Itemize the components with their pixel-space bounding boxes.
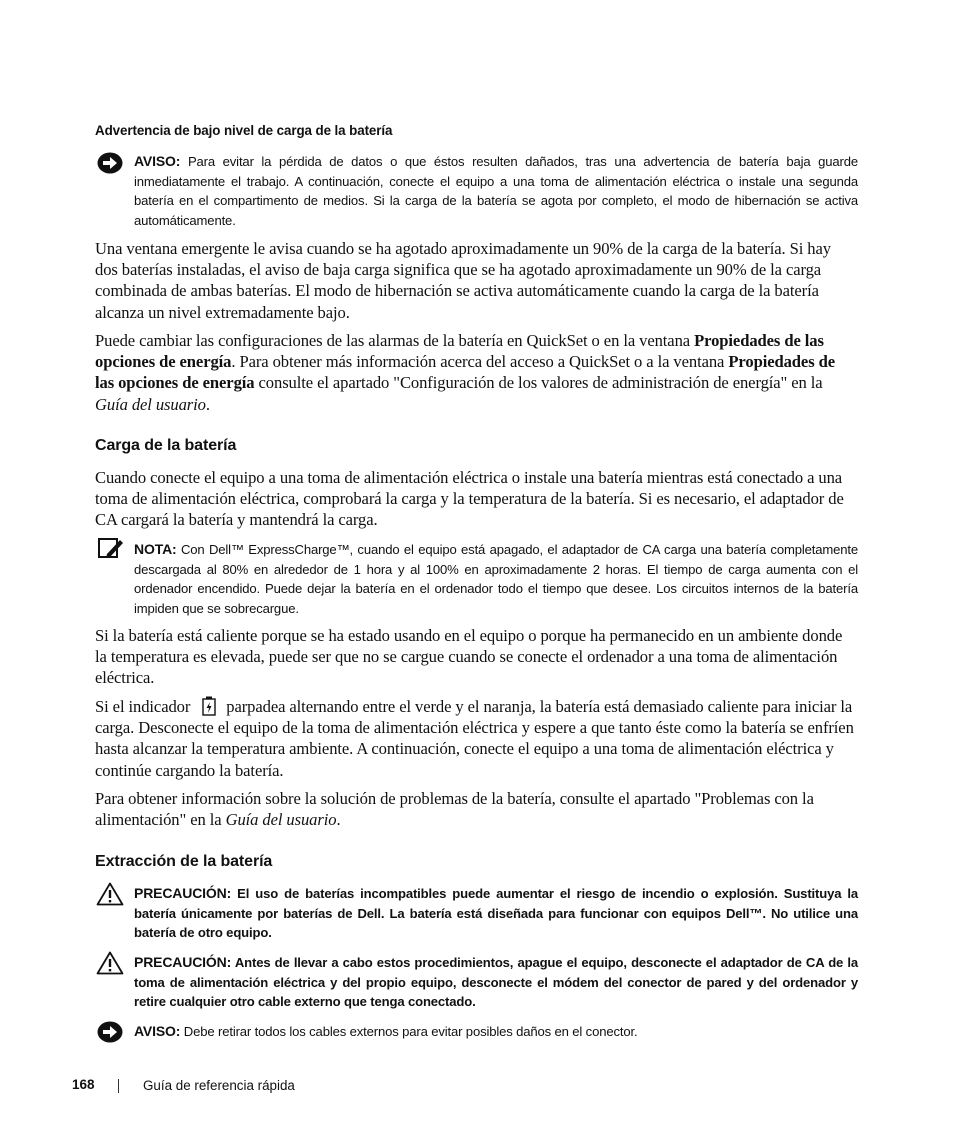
notice-text: Para evitar la pérdida de datos o que éstos resulten dañados, tras una advertencia de batería baja guarde inmediatamente el trabajo. A continuación, conecte el equipo a una toma de alimentación eléctrica o instale una segunda batería en el compartimento de medios. Si la carga de la batería se agota por completo, el modo de hibernación se activa automáticamente. (134, 154, 858, 229)
caution-icon (96, 951, 124, 975)
paragraph-indicator (95, 696, 857, 781)
section-title-low-battery: Advertencia de bajo nivel de carga de la batería (95, 123, 393, 138)
notice-low-battery (134, 152, 858, 231)
text: parpadea alternando entre el verde y el naranja, la batería está demasiado caliente para iniciar la carga. Desconecte el equipo de la toma de alimentación eléctrica y espere a que tanto éste como la batería se enfríen hasta alcanzar la temperatura ambiente. A continuación, conecte el equipo a una toma de alimentación eléctrica y continúe cargando la batería. (95, 697, 854, 780)
notice-icon (97, 152, 123, 174)
notice-label: AVISO: (134, 1023, 181, 1039)
paragraph-troubleshooting (95, 788, 857, 830)
footer-divider (118, 1079, 119, 1093)
text: . (205, 394, 210, 414)
text: . (336, 810, 341, 830)
caution-text: El uso de baterías incompatibles puede aumentar el riesgo de incendio o explosión. Sustituya la batería únicamente por baterías de Dell. La batería está diseñada para funcionar con equipos Dell™. No utilice una batería de otro equipo. (134, 886, 858, 941)
text: . Para obtener más información acerca del acceso a QuickSet o a la ventana (231, 352, 729, 372)
caution-text: Antes de llevar a cabo estos procedimientos, apague el equipo, desconecte el adaptador de CA de la toma de alimentación eléctrica y del propio equipo, desconecte el módem del conector de pared y del ordenador y retire cualquier otro cable externo que tenga conectado. (134, 955, 858, 1010)
caution-incompatible-battery (134, 884, 858, 943)
note-icon (98, 538, 124, 560)
caution-label: PRECAUCIÓN: (134, 885, 232, 901)
text: Si el indicador (95, 697, 191, 716)
book-title: Guía del usuario (225, 810, 337, 830)
page-number: 168 (72, 1077, 95, 1092)
ui-term: Propiedades de las opciones de energía (95, 331, 824, 372)
text: Para obtener información sobre la solución de problemas de la batería, consulte el apartado "Problemas con la alimentación" en la (95, 789, 814, 830)
footer-title: Guía de referencia rápida (143, 1078, 295, 1093)
paragraph-charging-intro: Cuando conecte el equipo a una toma de alimentación eléctrica o instale una batería mientras está conectado a una toma de alimentación eléctrica, comprobará la carga y la temperatura de la batería. Si es necesario, el adaptador de CA cargará la batería y mantendrá la carga. (95, 468, 844, 530)
book-title: Guía del usuario (95, 394, 206, 414)
notice-text: Debe retirar todos los cables externos para evitar posibles daños en el conector. (183, 1024, 638, 1039)
text: Puede cambiar las configuraciones de las alarmas de la batería en QuickSet o en la ventana (95, 331, 695, 350)
text: consulte el apartado "Configuración de los valores de administración de energía" en la (254, 373, 823, 393)
caution-label: PRECAUCIÓN: (134, 954, 232, 970)
notice-icon (97, 1021, 123, 1043)
note-expresscharge (134, 540, 858, 619)
notice-label: AVISO: (134, 153, 181, 169)
note-text: Con Dell™ ExpressCharge™, cuando el equipo está apagado, el adaptador de CA carga una batería completamente descargada al 80% en alrededor de 1 hora y al 100% en aproximadamente 2 horas. El tiempo de carga aumenta con el ordenador encendido. Puede dejar la batería en el ordenador todo el tiempo que desee. Los circuitos internos de la batería impiden que se sobrecargue. (134, 542, 858, 617)
paragraph-battery-hot: Si la batería está caliente porque se ha estado usando en el equipo o porque ha permanecido en un ambiente donde la temperatura es elevada, puede ser que no se cargue cuando se conecte el ordenador a una toma de alimentación eléctrica. (95, 626, 843, 688)
notice-external-cables (134, 1022, 858, 1042)
paragraph-alarm-settings (95, 330, 857, 415)
caution-before-procedure (134, 953, 858, 1012)
section-title-charging: Carga de la batería (95, 437, 237, 454)
section-title-removal: Extracción de la batería (95, 853, 273, 870)
battery-icon (202, 696, 216, 716)
paragraph-popup-warning: Una ventana emergente le avisa cuando se ha agotado aproximadamente un 90% de la carga de la batería. Si hay dos baterías instaladas, el aviso de baja carga significa que se ha agotado aproximadamente un 90% de la carga combinada de ambas baterías. El modo de hibernación se activa automáticamente cuando la carga de la batería alcanza un nivel extremadamente bajo. (95, 239, 831, 322)
caution-icon (96, 882, 124, 906)
ui-term: Propiedades de las opciones de energía (95, 352, 835, 393)
note-label: NOTA: (134, 541, 177, 557)
